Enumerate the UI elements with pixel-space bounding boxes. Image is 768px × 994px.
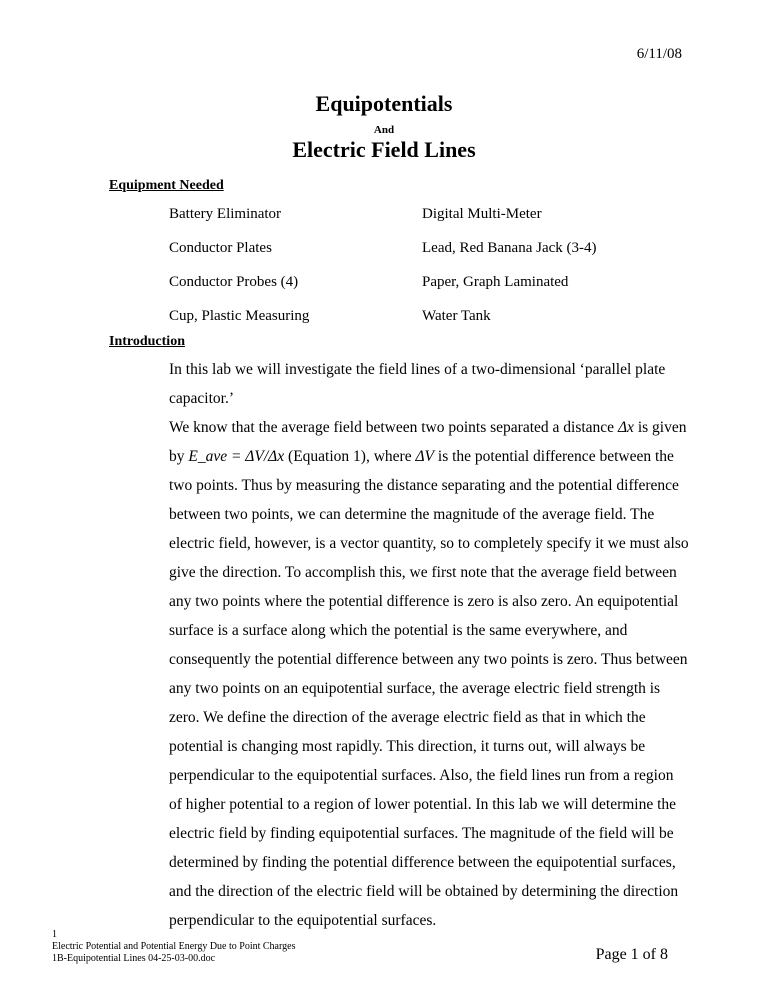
document-title: Equipotentials	[315, 91, 453, 116]
title-connector: And	[373, 124, 395, 136]
footer-number: 1	[52, 929, 57, 940]
equipment-heading: Equipment Needed	[109, 178, 224, 193]
introduction-body	[169, 355, 689, 935]
equation-1: E_ave = ΔV/Δx	[188, 448, 285, 465]
delta-v: ΔV	[415, 448, 435, 465]
footer-line-2: 1B-Equipotential Lines 04-25-03-00.doc	[52, 953, 216, 964]
introduction-heading: Introduction	[109, 334, 185, 349]
text-run: is the potential difference between the two points. Thus by measuring the distance separating and the potential difference between two points, we can determine the magnitude of the average field. The electric field, however, is a vector quantity, so to completely specify it we must also give the direction. To accomplish this, we first note that the average field between any two points where the potential difference is zero is also zero. An equipotential surface is a surface along which the potential is the same everywhere, and consequently the potential difference between any two points is zero. Thus between any two points on an equipotential surface, the average electric field strength is zero. We define the direction of the average electric field as that in which the potential is changing most rapidly. This direction, it turns out, will always be perpendicular to the equipotential surfaces. Also, the field lines run from a region of higher potential to a region of lower potential. In this lab we will determine the electric field by finding equipotential surfaces. The magnitude of the field will be determined by finding the potential difference between the equipotential surfaces, and the direction of the electric field will be obtained by determining the direction perpendicular to the equipotential surfaces.	[169, 448, 689, 929]
delta-x: Δx	[617, 419, 634, 436]
equipment-item: Water Tank	[422, 308, 491, 324]
text-run: We know that the average field between two points separated a distance	[169, 419, 618, 436]
text-run: (Equation 1), where	[284, 448, 416, 465]
equipment-item: Lead, Red Banana Jack (3-4)	[422, 240, 597, 256]
equipment-item: Paper, Graph Laminated	[422, 274, 569, 290]
footer	[52, 929, 295, 965]
text-run: is given by	[169, 419, 687, 465]
page-number: Page 1 of 8	[595, 946, 668, 963]
intro-paragraph-2	[169, 413, 689, 935]
equipment-item: Cup, Plastic Measuring	[169, 308, 310, 324]
document-subtitle: Electric Field Lines	[292, 137, 476, 162]
equipment-item: Conductor Plates	[169, 240, 272, 256]
header-date: 6/11/08	[636, 46, 682, 62]
intro-paragraph-1: In this lab we will investigate the field lines of a two-dimensional ‘parallel plate capacitor.’	[169, 361, 666, 407]
equipment-item: Conductor Probes (4)	[169, 274, 299, 290]
footer-line-1: Electric Potential and Potential Energy Due to Point Charges	[52, 941, 296, 952]
equipment-item: Digital Multi-Meter	[422, 206, 542, 222]
equipment-item: Battery Eliminator	[169, 206, 282, 222]
